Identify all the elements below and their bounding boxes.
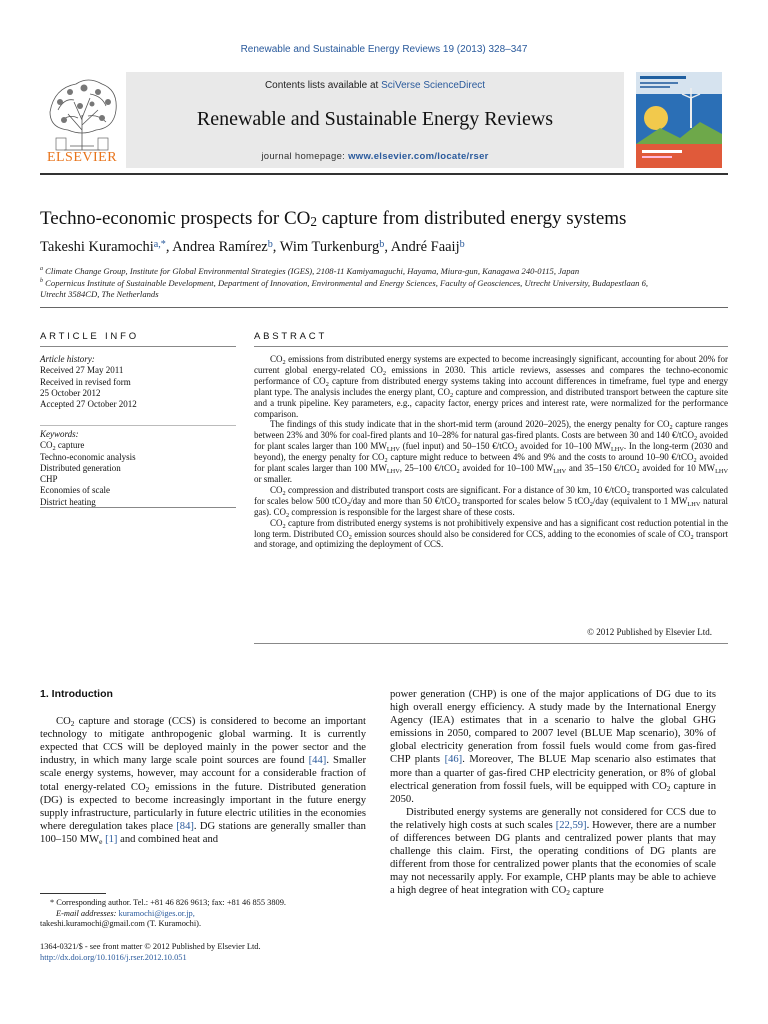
author-name: Wim Turkenburg <box>279 239 380 255</box>
copyright-notice: © 2012 Published by Elsevier Ltd. <box>587 627 712 637</box>
abstract-paragraph: $CO_2$ compression and distributed transport costs are significant. For a distance of 30 km, 10 €/tCO$_2$ transported was calculated for scales below 500 tCO$_2$/day and more than 50 €/tCO$_2$ transported for scales below 5 tCO$_2$/day (equivalent to 1 $MW_{LHV}$ natural gas). $CO_2$ compression is responsible for the largest share of these costs. <box>254 484 728 519</box>
abstract-body <box>254 354 728 550</box>
journal-homepage <box>126 151 624 162</box>
citation-link[interactable]: [22,59] <box>555 819 587 831</box>
corresponding-author-footnote <box>40 898 366 930</box>
publication-info <box>40 942 366 963</box>
article-info-divider <box>40 425 236 426</box>
keyword-item: District heating <box>40 496 96 507</box>
abstract-bottom-rule <box>254 643 728 644</box>
article-title-subscript: 2 <box>310 214 318 229</box>
affiliation-text: Copernicus Institute of Sustainable Development, Department of Innovation, Environmental and Energy Sciences, Faculty of Geosciences, Utrecht University, Budapestlaan 6, <box>45 277 649 288</box>
author-affil-mark[interactable]: b <box>267 239 273 250</box>
affiliation-b <box>40 278 728 290</box>
abstract-paragraph: $CO_2$ emissions from distributed energy systems are expected to become increasingly significant, accounting for about 20% for current global energy-related $CO_2$ emissions in 2030. This article reviews, assesses and compares the techno-economic performance of $CO_2$ capture from distributed energy systems taking into account differences in timeframe, fuel type and energy plant type. The analysis includes the energy plant, $CO_2$ capture and compression, and distributed transport between the capture site and a trunk pipeline. Key parameters, e.g., capacity factor, energy prices and interest rate, were normalized for the performance comparison. <box>254 354 728 419</box>
article-info-rule <box>40 346 236 347</box>
issn-line: 1364-0321/$ - see front matter © 2012 Published by Elsevier Ltd. <box>40 942 261 951</box>
intro-right-column <box>390 688 716 898</box>
abstract-paragraph: The findings of this study indicate that in the short-mid term (around 2020–2025), the energy penalty for $CO_2$ capture ranges between 23% and 30% for coal-fired plants and 10–28% for natural gas-fired plants. Costs are between 30 and 140 €/tCO$_2$ avoided for plant scales larger than 100 $MW_{LHV}$ (fuel input) and 50–150 €/tCO$_2$ avoided for 10–100 $MW_{LHV}$. In the long-term (2030 and beyond), the energy penalty for $CO_2$ capture might reduce to between 4% and 9% and the costs to around 10–90 €/tCO$_2$ avoided for plant scales larger than 100 $MW_{LHV}$, 25–100 €/tCO$_2$ avoided for 10–100 $MW_{LHV}$ and 35–150 €/tCO$_2$ avoided for 10 $MW_{LHV}$ or smaller. <box>254 419 729 484</box>
homepage-prefix: journal homepage: <box>261 151 349 162</box>
keyword-part: CO <box>40 440 53 451</box>
corresponding-author: * Corresponding author. Tel.: +81 46 826 9613; fax: +81 46 855 3809. <box>50 898 286 907</box>
email-line <box>40 909 366 920</box>
affiliation-text: Climate Change Group, Institute for Global Environmental Strategies (IGES), 2108-11 Kamiyamaguchi, Hayama, Miura-gun, Kanagawa 240-0115, Japan <box>45 266 580 276</box>
body-paragraph: $CO_2$ capture and storage (CCS) is considered to become an important technology to mitigate anthropogenic global warming. It is currently expected that CCS will be deployed mainly in the power sector and the industry, in which many large scale point sources are found [44]. Smaller scale energy systems, however, may account for a considerable fraction of total energy-related $CO_2$ emissions in the future. Distributed generation (DG) is expected to become increasingly important in the future energy supply infrastructure, particularly in future electric utilities in the economies where deregulation takes place [84]. DG stations are generally smaller than 100–150 $MW_e$ [1] and combined heat and <box>40 716 367 846</box>
article-info-bottom-rule <box>40 507 236 508</box>
author-affil-mark[interactable]: b <box>459 239 465 250</box>
keyword-item: Distributed generation <box>40 462 121 473</box>
author-list: Takeshi Kuramochi$^{a,*}$, Andrea Ramírez$^b$, Wim Turkenburg$^b$, André Faaij$^b$ <box>40 239 465 255</box>
affiliation-b-cont: Utrecht 3584CD, The Netherlands <box>40 289 159 299</box>
citation-link[interactable]: [1] <box>105 833 118 845</box>
affiliation-mark: a <box>40 266 44 272</box>
author-affil-mark[interactable]: b <box>379 239 385 250</box>
body-paragraph: Distributed energy systems are generally not considered for CCS due to the relatively high costs at such scales [22,59]. However, there are a number of differences between DG plants and centralized power plants that may challenge this claim. First, the operating conditions of DG plants are different from those for centralized power plants that the economies of scale may not necessarily apply. For example, CHP plants may be able to achieve a high degree of heat integration with $CO_2$ capture <box>390 806 716 898</box>
affiliations <box>40 266 728 301</box>
abstract-paragraph: $CO_2$ capture from distributed energy systems is not prohibitively expensive and has a significant cost reduction potential in the long term. Distributed $CO_2$ emission sources should also be considered for CCS, adding to the economies of scale of $CO_2$ transport and storage, and optimizing the deployment of CCS. <box>254 517 728 550</box>
history-item: 25 October 2012 <box>40 387 101 398</box>
keyword-item: Economies of scale <box>40 485 110 496</box>
footnote-rule <box>40 893 106 894</box>
history-item: Received 27 May 2011 <box>40 365 124 376</box>
author-affil-mark[interactable]: a,* <box>153 239 166 250</box>
elsevier-wordmark: ELSEVIER <box>46 150 118 165</box>
doi-link[interactable]: http://dx.doi.org/10.1016/j.rser.2012.10.051 <box>40 952 187 962</box>
journal-title: Renewable and Sustainable Energy Reviews <box>196 108 554 130</box>
journal-reference[interactable]: Renewable and Sustainable Energy Reviews 19 (2013) 328–347 <box>240 44 528 55</box>
article-info-heading: ARTICLE INFO <box>40 331 139 342</box>
intro-left-column <box>40 688 366 846</box>
keyword-item: Techno-economic analysis <box>40 451 136 462</box>
keyword-subscript: 2 <box>52 445 56 453</box>
article-title-part: Techno-economic prospects for CO <box>40 208 311 229</box>
citation-link[interactable]: [84] <box>176 820 194 832</box>
abstract-rule <box>254 346 728 347</box>
history-item: Accepted 27 October 2012 <box>40 399 137 410</box>
email-label: E-mail addresses: <box>56 908 117 918</box>
citation-link[interactable]: [44] <box>308 755 327 767</box>
history-item: Received in revised form <box>40 376 131 387</box>
keyword-item: CHP <box>40 474 58 485</box>
citation-link[interactable]: [46] <box>444 754 463 766</box>
keyword-part: capture <box>55 440 85 451</box>
journal-cover-image <box>630 72 728 168</box>
affiliation-a <box>40 266 728 278</box>
history-label: Article history: <box>40 354 95 364</box>
abstract-heading: ABSTRACT <box>254 331 328 342</box>
keywords <box>40 429 236 508</box>
homepage-link[interactable]: www.elsevier.com/locate/rser <box>348 151 489 162</box>
email-link[interactable]: kuramochi@iges.or.jp, <box>116 908 195 918</box>
keyword-item <box>40 440 236 451</box>
article-title-part: capture from distributed energy systems <box>317 208 627 229</box>
contents-prefix: Contents lists available at <box>264 80 382 91</box>
email-link-2[interactable]: takeshi.kuramochi@gmail.com (T. Kuramochi). <box>40 919 202 929</box>
elsevier-logo <box>40 70 124 170</box>
author-name: Takeshi Kuramochi <box>40 239 154 255</box>
author-name: Andrea Ramírez <box>172 239 268 255</box>
intro-heading: 1. Introduction <box>40 688 113 700</box>
body-paragraph: power generation (CHP) is one of the major applications of DG due to its high overall energy efficiency. A study made by the International Energy Agency (IEA) estimates that in a scenario to halve the global GHG emissions in 2050, compared to 2007 level (BLUE Map scenario), 30% of global electricity generation from fossil fuels would come from gas-fired CHP plants [46]. Moreover, The BLUE Map scenario also estimates that more than a quarter of gas-fired CHP electricity generation, or 8% of global electrical generation from fossil fuels, will be equipped with $CO_2$ capture in 2050. <box>390 689 716 805</box>
author-name: André Faaij <box>390 239 460 255</box>
keywords-label: Keywords: <box>40 429 79 439</box>
affiliation-mark: b <box>40 277 44 284</box>
sciencedirect-link[interactable]: SciVerse ScienceDirect <box>381 80 486 91</box>
contents-line <box>126 80 624 91</box>
article-history <box>40 354 236 410</box>
section-rule <box>40 307 728 308</box>
article-title <box>40 208 626 230</box>
header-rule <box>40 173 728 175</box>
